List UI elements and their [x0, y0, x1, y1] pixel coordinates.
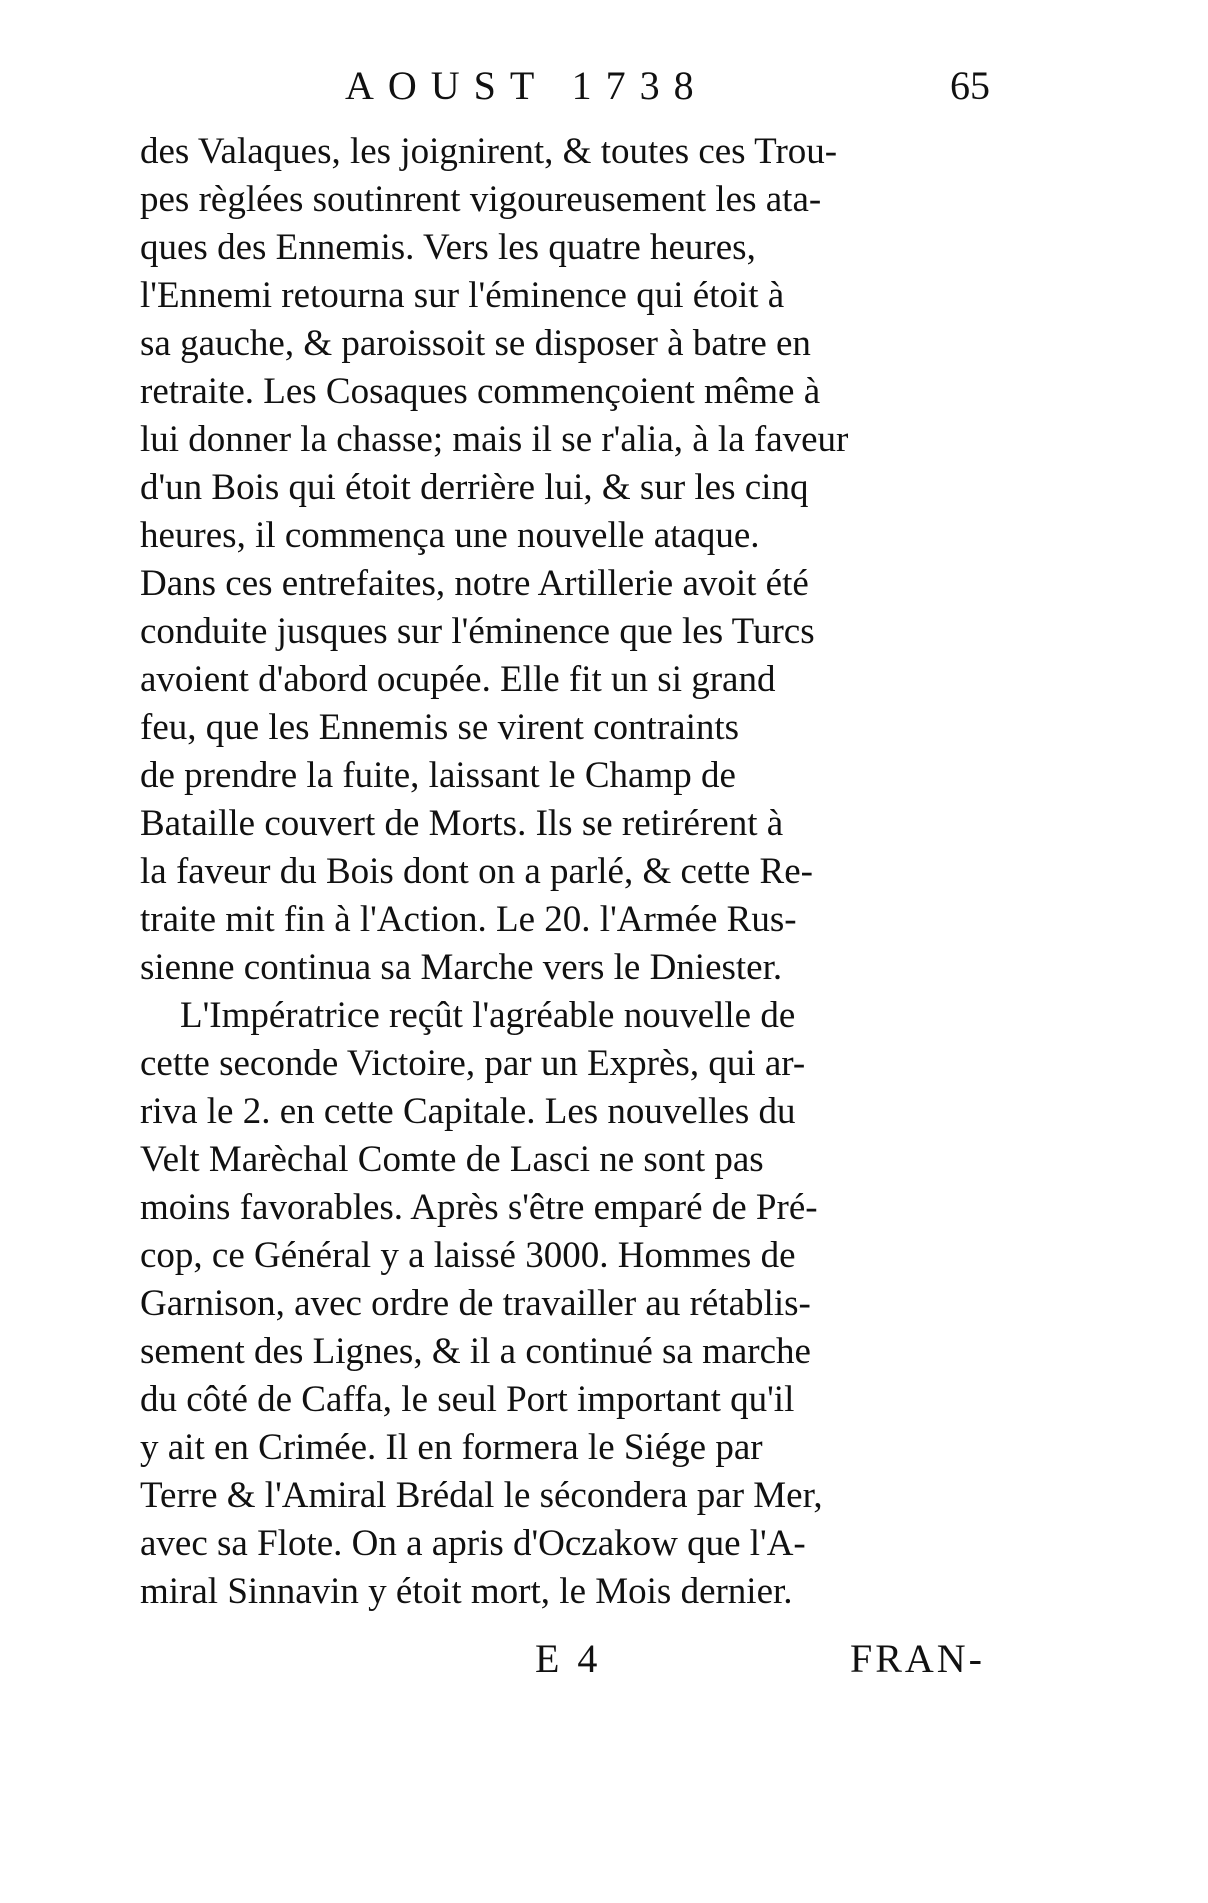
- text-line: d'un Bois qui étoit derrière lui, & sur les cinq: [140, 467, 809, 508]
- text-line: de prendre la fuite, laissant le Champ de: [140, 755, 736, 796]
- text-line: moins favorables. Après s'être emparé de Pré-: [140, 1187, 818, 1228]
- text-line: la faveur du Bois dont on a parlé, & cette Re-: [140, 851, 813, 892]
- text-line: avec sa Flote. On a apris d'Oczakow que l'A-: [140, 1523, 806, 1564]
- running-head: AOUST 1738: [345, 63, 708, 108]
- body-text: [140, 128, 990, 1616]
- text-line: des Valaques, les joignirent, & toutes ces Trou-: [140, 131, 838, 172]
- text-line: Garnison, avec ordre de travailler au rétablis-: [140, 1283, 811, 1324]
- text-line: sement des Lignes, & il a continué sa marche: [140, 1331, 811, 1372]
- catchword: FRAN-: [849, 1636, 985, 1681]
- text-line: cette seconde Victoire, par un Exprès, qui ar-: [140, 1043, 806, 1084]
- text-line: Dans ces entrefaites, notre Artillerie avoit été: [140, 563, 809, 604]
- page-footer: [140, 1635, 990, 1695]
- text-line: l'Ennemi retourna sur l'éminence qui étoit à: [140, 275, 785, 316]
- text-line: feu, que les Ennemis se virent contraints: [140, 707, 740, 748]
- text-line: du côté de Caffa, le seul Port important qu'il: [140, 1379, 795, 1420]
- text-line: cop, ce Général y a laissé 3000. Hommes de: [140, 1235, 796, 1276]
- text-line: riva le 2. en cette Capitale. Les nouvelles du: [140, 1091, 796, 1132]
- text-line: retraite. Les Cosaques commençoient même à: [140, 371, 821, 412]
- text-line: heures, il commença une nouvelle ataque.: [140, 515, 760, 556]
- page-header: [140, 62, 1000, 122]
- text-line: miral Sinnavin y étoit mort, le Mois dernier.: [140, 1571, 793, 1612]
- text-line: L'Impératrice reçût l'agréable nouvelle de: [180, 995, 796, 1036]
- text-line: traite mit fin à l'Action. Le 20. l'Armée Rus-: [140, 899, 797, 940]
- page-number: 65: [950, 63, 990, 108]
- text-line: y ait en Crimée. Il en formera le Siége par: [140, 1427, 763, 1468]
- text-line: pes règlées soutinrent vigoureusement les ata-: [140, 179, 822, 220]
- text-line: Terre & l'Amiral Brédal le sécondera par Mer,: [140, 1475, 823, 1516]
- text-line: lui donner la chasse; mais il se r'alia, à la faveur: [140, 419, 849, 460]
- text-line: ques des Ennemis. Vers les quatre heures,: [140, 227, 756, 268]
- text-line: sa gauche, & paroissoit se disposer à batre en: [140, 323, 811, 364]
- text-line: Velt Marèchal Comte de Lasci ne sont pas: [140, 1139, 764, 1180]
- text-line: avoient d'abord ocupée. Elle fit un si grand: [140, 659, 776, 700]
- signature-mark: E 4: [535, 1636, 602, 1681]
- text-line: sienne continua sa Marche vers le Dniester.: [140, 947, 783, 988]
- text-line: conduite jusques sur l'éminence que les Turcs: [140, 611, 815, 652]
- text-line: Bataille couvert de Morts. Ils se retirérent à: [140, 803, 784, 844]
